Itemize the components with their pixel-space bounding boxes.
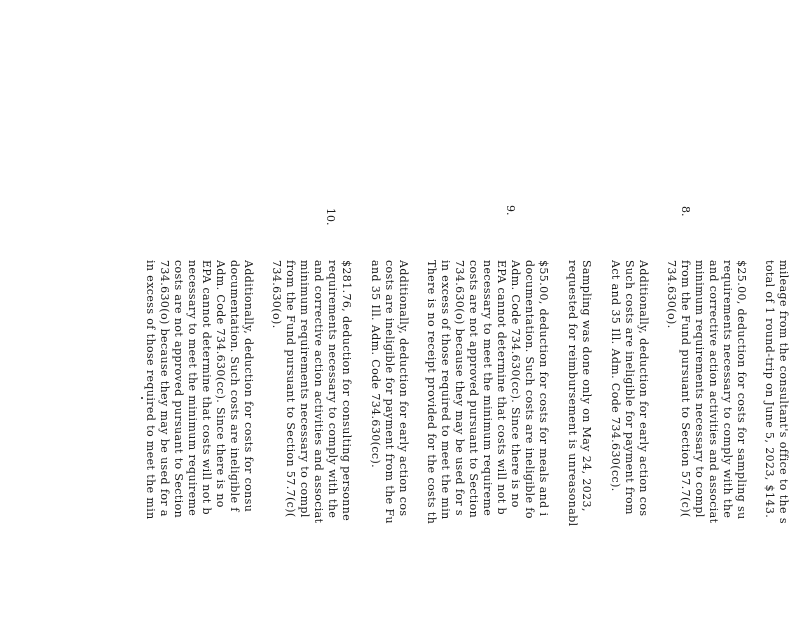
text-line: documentation. Such costs are ineligible fo [523, 260, 536, 519]
text-line: There is no receipt provided for the costs th [425, 260, 438, 525]
text-line: EPA cannot determine that costs will not b [495, 260, 508, 515]
text-line: $25.00, deduction for costs for sampling su [735, 260, 748, 520]
text-line: 734.630(o). [270, 260, 283, 329]
text-line: Such costs are ineligible for payment from [623, 260, 636, 515]
text-line: necessary to meet the minimum requireme [481, 260, 494, 517]
text-line: requirements necessary to comply with the [326, 260, 339, 519]
text-line: 734.630(o). [665, 260, 678, 329]
text-line: minimum requirements necessary to compl [298, 260, 311, 518]
item-number-9: 9. [504, 205, 517, 216]
item-number-10: 10. [324, 208, 337, 226]
scan-speck [141, 397, 143, 399]
text-line: from the Fund pursuant to Section 57.7(c)( [679, 260, 692, 518]
text-line: from the Fund pursuant to Section 57.7(c)( [284, 260, 297, 518]
text-line: minimum requirements necessary to compl [693, 260, 706, 518]
text-line: total of 1 round-trip on June 5, 2023, $143. [763, 260, 776, 519]
text-line: Act and 35 Ill. Adm. Code 734.630(cc). [609, 260, 622, 492]
text-line: documentation. Such costs are ineligible f [228, 260, 241, 512]
text-line: 734.630(o) because they may be used for s [453, 260, 466, 516]
text-line: in excess of those required to meet the min [144, 260, 157, 520]
text-line: mileage from the consultant's office to the s [777, 260, 790, 524]
text-line: costs are not approved pursuant to Section [172, 260, 185, 519]
text-line: $281.76, deduction for consulting personne [340, 260, 353, 522]
text-line: and 35 Ill. Adm. Code 734.630(cc). [369, 260, 382, 469]
text-line: and corrective action activities and associat [312, 260, 325, 524]
text-line: requirements necessary to comply with the [721, 260, 734, 519]
text-line: Additionally, deduction for early action cos [637, 260, 650, 517]
text-line: requested for reimbursement is unreasonabl [566, 260, 579, 527]
text-line: $55.00, deduction for costs for meals and i [537, 260, 550, 517]
text-line: 734.630(o) because they may be used for a [158, 260, 171, 517]
text-line: Additionally, deduction for costs for consu [242, 260, 255, 513]
text-line: Adm. Code 734.630(cc). Since there is no [509, 260, 522, 508]
text-line: in excess of those required to meet the min [439, 260, 452, 520]
text-line: EPA cannot determine that costs will not b [200, 260, 213, 515]
text-line: Sampling was done only on May 24, 2023, [580, 260, 593, 512]
text-line: and corrective action activities and associat [707, 260, 720, 524]
text-line: costs are not approved pursuant to Section [467, 260, 480, 519]
text-line: necessary to meet the minimum requireme [186, 260, 199, 517]
text-line: Adm. Code 734.630(cc). Since there is no [214, 260, 227, 508]
text-line: costs are ineligible for payment from the Fu [383, 260, 396, 524]
item-number-8: 8. [679, 206, 692, 217]
text-line: Additionally, deduction for early action cos [397, 260, 410, 517]
